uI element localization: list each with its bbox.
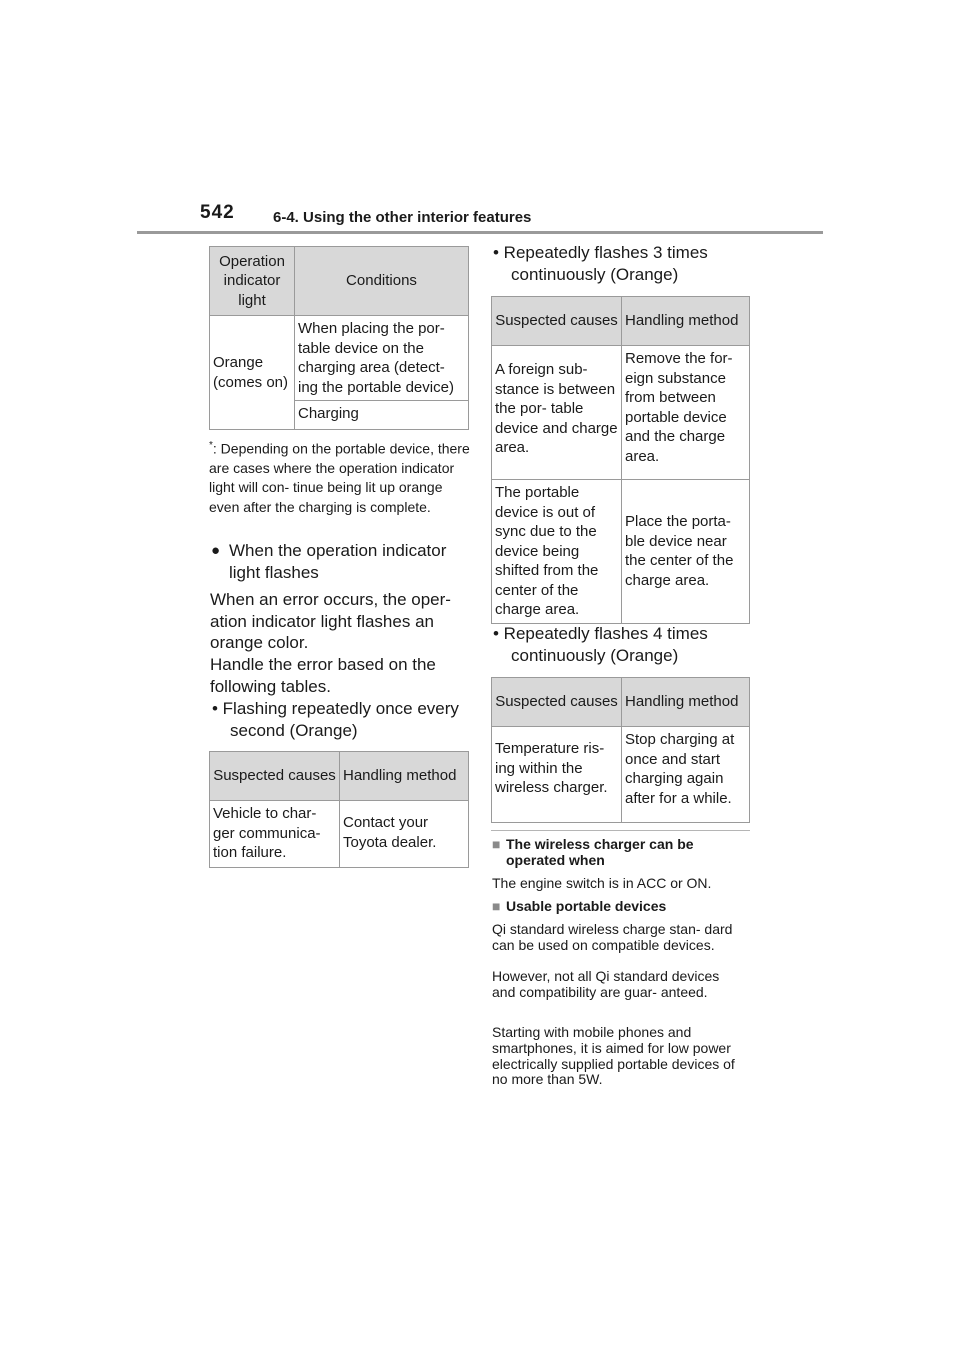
flash-paragraph-2: Handle the error based on the following tables. bbox=[210, 655, 436, 696]
square-bullet-icon: ■ bbox=[492, 836, 501, 852]
condition-charging: Charging bbox=[295, 401, 469, 430]
note-usable-text-3: Starting with mobile phones and smartphones, it is aimed for low power electrically supplied portable devices of no more than 5W. bbox=[492, 1024, 735, 1088]
note-usable-devices-heading bbox=[492, 899, 750, 915]
cause-temperature-rising: Temperature ris- ing within the wireless charger. bbox=[492, 727, 622, 823]
header-operation-indicator-light: Operation indicator light bbox=[210, 247, 295, 316]
method-stop-charging: Stop charging at once and start charging again after for a while. bbox=[622, 727, 750, 823]
note-usable-devices-title: Usable portable devices bbox=[506, 898, 667, 914]
header-handling-method: Handling method bbox=[622, 678, 750, 727]
footnote bbox=[209, 436, 471, 517]
header-suspected-causes: Suspected causes bbox=[492, 297, 622, 346]
conditions-table bbox=[209, 246, 469, 430]
method-place-center: Place the porta- ble device near the center of the charge area. bbox=[622, 480, 750, 624]
flash-paragraph-1: When an error occurs, the oper- ation indicator light flashes an orange color. bbox=[210, 590, 451, 653]
bullet-flashes-3-times: • Repeatedly flashes 3 times continuously (Orange) bbox=[493, 243, 708, 284]
once-every-second-table bbox=[209, 751, 469, 868]
cause-foreign-substance: A foreign sub- stance is between the por- table device and charge area. bbox=[492, 346, 622, 480]
note-usable-text-2: However, not all Qi standard devices and compatibility are guar- anteed. bbox=[492, 968, 720, 1000]
header-conditions: Conditions bbox=[295, 247, 469, 316]
method-contact-dealer: Contact your Toyota dealer. bbox=[340, 801, 469, 868]
bullet-dot-icon: ● bbox=[211, 542, 221, 559]
note-operated-when-heading bbox=[492, 837, 750, 869]
section-title: 6-4. Using the other interior features bbox=[273, 209, 532, 226]
note-operated-when-title: The wireless charger can be operated when bbox=[506, 836, 694, 868]
header-rule bbox=[137, 231, 823, 234]
header-suspected-causes: Suspected causes bbox=[210, 752, 340, 801]
bullet-flashes-4-times: • Repeatedly flashes 4 times continuously (Orange) bbox=[493, 624, 708, 665]
note-operated-when-text: The engine switch is in ACC or ON. bbox=[492, 875, 712, 891]
flashes-3-times-table bbox=[491, 296, 750, 624]
flashes-4-times-table bbox=[491, 677, 750, 823]
header-handling-method: Handling method bbox=[622, 297, 750, 346]
page-number: 542 bbox=[200, 202, 235, 223]
bullet-once-every-second: • Flashing repeatedly once every second (Orange) bbox=[212, 699, 459, 740]
square-bullet-icon: ■ bbox=[492, 898, 501, 914]
footnote-mark: * bbox=[209, 440, 213, 451]
flash-heading-text: When the operation indicator light flashes bbox=[229, 541, 447, 582]
notes-divider bbox=[491, 830, 750, 831]
cause-out-of-sync: The portable device is out of sync due to the device being shifted from the center of the charge area. bbox=[492, 480, 622, 624]
condition-detecting: When placing the por- table device on the charging area (detect- ing the portable device) bbox=[295, 316, 469, 401]
cause-communication-failure: Vehicle to char- ger communica- tion failure. bbox=[210, 801, 340, 868]
header-suspected-causes: Suspected causes bbox=[492, 678, 622, 727]
header-handling-method: Handling method bbox=[340, 752, 469, 801]
footnote-text: : Depending on the portable device, there are cases where the operation indicator light will con- tinue being lit up orange even after the charging is complete. bbox=[209, 440, 470, 515]
method-remove-substance: Remove the for- eign substance from between portable device and the charge area. bbox=[622, 346, 750, 480]
row-label-orange: Orange (comes on) bbox=[210, 316, 295, 430]
note-usable-text-1: Qi standard wireless charge stan- dard can be used on compatible devices. bbox=[492, 921, 733, 953]
flash-heading bbox=[211, 540, 473, 583]
